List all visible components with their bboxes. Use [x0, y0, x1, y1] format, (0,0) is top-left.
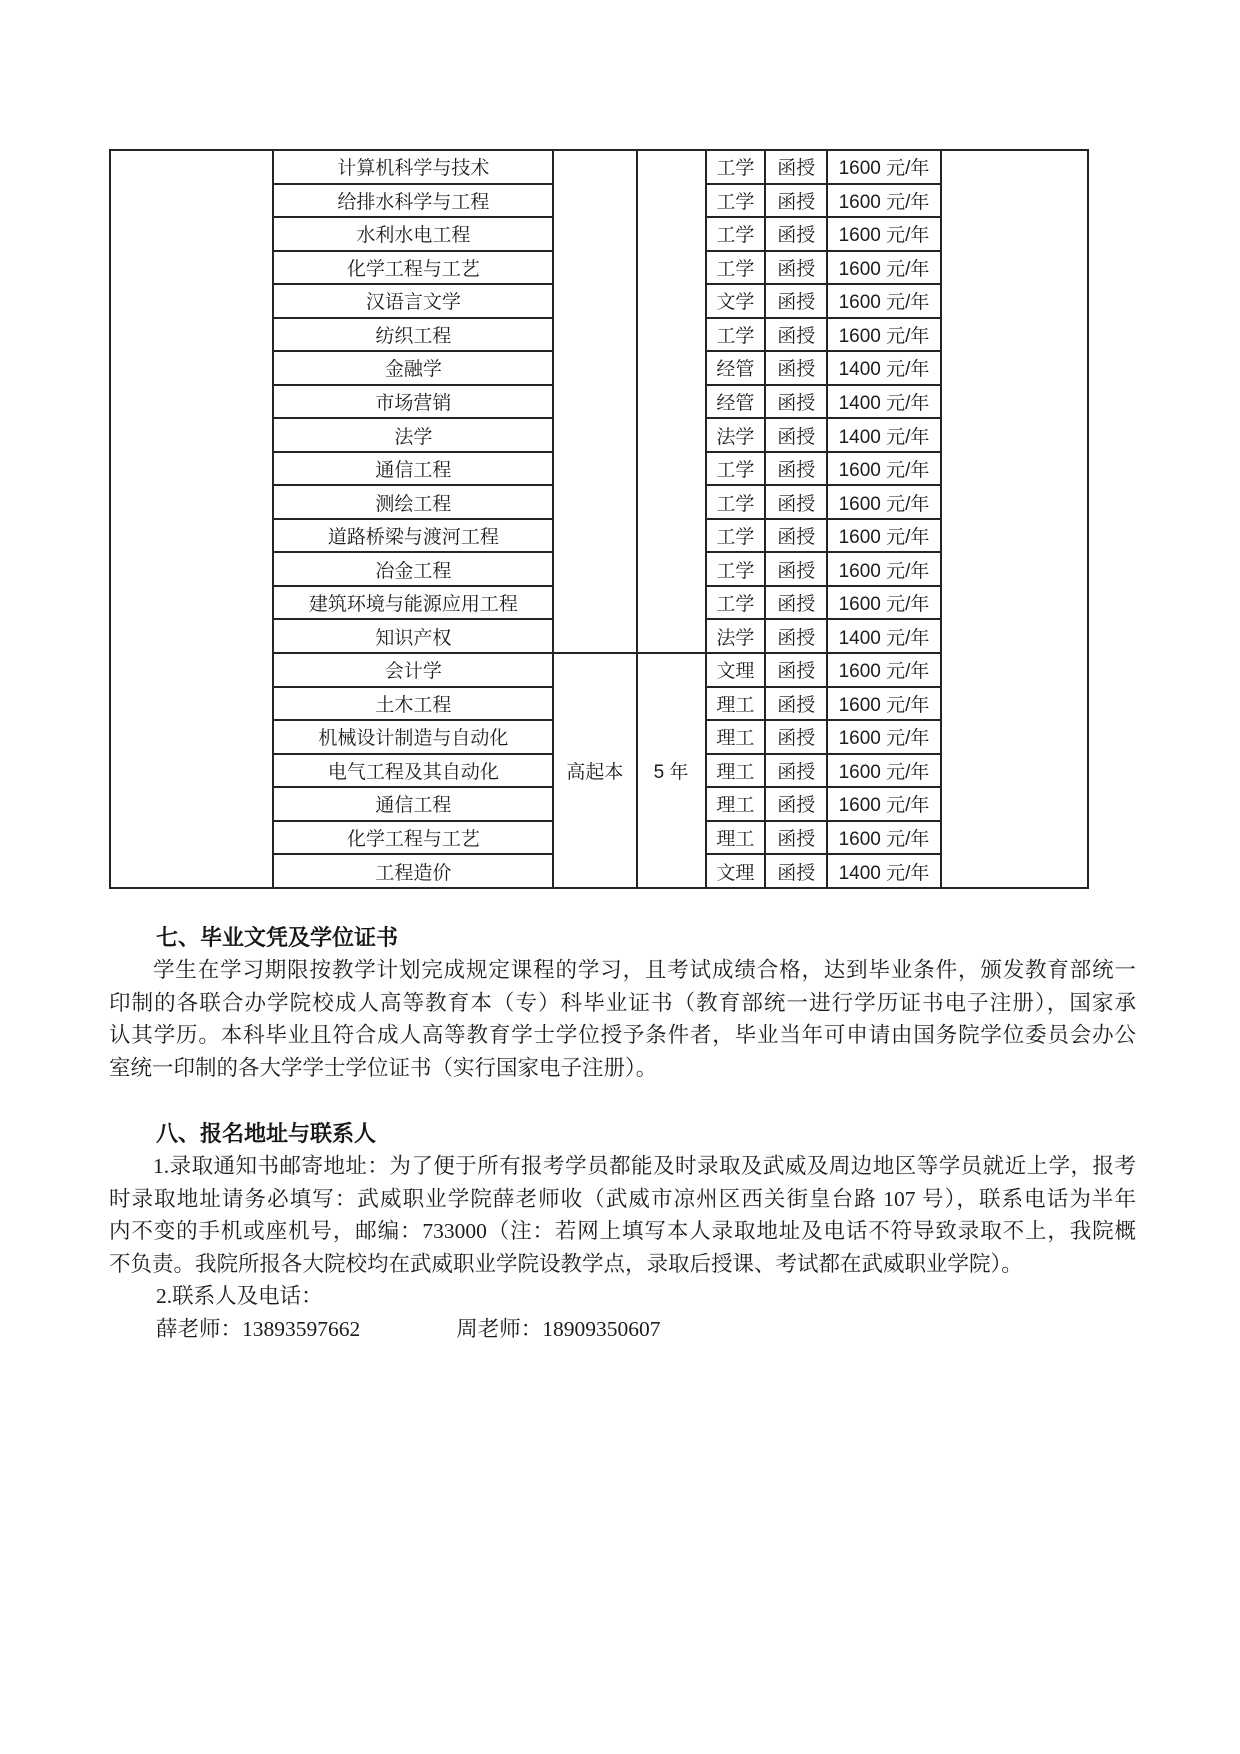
mode-cell: 函授 — [765, 452, 827, 486]
tuition-cell: 1600 元/年 — [827, 318, 941, 352]
category-cell: 文理 — [706, 854, 766, 888]
category-cell: 工学 — [706, 318, 766, 352]
tuition-cell: 1600 元/年 — [827, 184, 941, 218]
tuition-cell: 1400 元/年 — [827, 418, 941, 452]
major-cell: 金融学 — [273, 351, 553, 385]
mode-cell: 函授 — [765, 854, 827, 888]
major-cell: 给排水科学与工程 — [273, 184, 553, 218]
side-cell-right — [941, 150, 1088, 888]
tuition-cell: 1600 元/年 — [827, 284, 941, 318]
major-cell: 计算机科学与技术 — [273, 150, 553, 184]
mode-cell: 函授 — [765, 418, 827, 452]
mode-cell: 函授 — [765, 485, 827, 519]
mode-cell: 函授 — [765, 251, 827, 285]
major-cell: 知识产权 — [273, 619, 553, 653]
category-cell: 工学 — [706, 452, 766, 486]
section-7-heading: 七、毕业文凭及学位证书 — [156, 925, 399, 950]
tuition-cell: 1400 元/年 — [827, 351, 941, 385]
major-cell: 机械设计制造与自动化 — [273, 720, 553, 754]
mode-cell: 函授 — [765, 720, 827, 754]
category-cell: 工学 — [706, 485, 766, 519]
tuition-cell: 1600 元/年 — [827, 687, 941, 721]
contacts-subheading: 2.联系人及电话： — [156, 1284, 323, 1308]
major-cell: 冶金工程 — [273, 552, 553, 586]
major-cell: 会计学 — [273, 653, 553, 687]
major-cell: 化学工程与工艺 — [273, 821, 553, 855]
mode-cell: 函授 — [765, 385, 827, 419]
category-cell: 工学 — [706, 184, 766, 218]
major-cell: 化学工程与工艺 — [273, 251, 553, 285]
mode-cell: 函授 — [765, 821, 827, 855]
mode-cell: 函授 — [765, 586, 827, 620]
paragraph-line: 时录取地址请务必填写：武威职业学院薛老师收（武威市凉州区西关街皇台路 107 号），联系电话为半年 — [109, 1186, 1136, 1211]
category-cell: 文学 — [706, 284, 766, 318]
category-cell: 工学 — [706, 519, 766, 553]
major-cell: 工程造价 — [273, 854, 553, 888]
tuition-cell: 1600 元/年 — [827, 519, 941, 553]
mode-cell: 函授 — [765, 318, 827, 352]
tuition-cell: 1600 元/年 — [827, 150, 941, 184]
tuition-cell: 1400 元/年 — [827, 619, 941, 653]
mode-cell: 函授 — [765, 519, 827, 553]
category-cell: 理工 — [706, 687, 766, 721]
paragraph-line: 室统一印制的各大学学士学位证书（实行国家电子注册）。 — [109, 1055, 658, 1080]
major-cell: 水利水电工程 — [273, 217, 553, 251]
tuition-cell: 1600 元/年 — [827, 754, 941, 788]
level-cell: 高起本 — [553, 653, 636, 888]
category-cell: 法学 — [706, 418, 766, 452]
duration-cell: 5 年 — [637, 653, 706, 888]
mode-cell: 函授 — [765, 619, 827, 653]
major-cell: 市场营销 — [273, 385, 553, 419]
mode-cell: 函授 — [765, 787, 827, 821]
category-cell: 工学 — [706, 217, 766, 251]
major-cell: 道路桥梁与渡河工程 — [273, 519, 553, 553]
mode-cell: 函授 — [765, 184, 827, 218]
document-body — [109, 891, 1136, 1345]
major-cell: 法学 — [273, 418, 553, 452]
major-cell: 通信工程 — [273, 787, 553, 821]
tuition-cell: 1600 元/年 — [827, 485, 941, 519]
paragraph-line: 印制的各联合办学院校成人高等教育本（专）科毕业证书（教育部统一进行学历证书电子注册），国家承 — [109, 990, 1136, 1015]
category-cell: 理工 — [706, 720, 766, 754]
paragraph-line: 认其学历。本科毕业且符合成人高等教育学士学位授予条件者，毕业当年可申请由国务院学位委员会办公 — [109, 1023, 1136, 1047]
major-cell: 汉语言文学 — [273, 284, 553, 318]
paragraph-line: 1.录取通知书邮寄地址：为了便于所有报考学员都能及时录取及武威及周边地区等学员就近上学，报考 — [153, 1154, 1136, 1178]
category-cell: 工学 — [706, 552, 766, 586]
mode-cell: 函授 — [765, 552, 827, 586]
tuition-cell: 1600 元/年 — [827, 217, 941, 251]
tuition-cell: 1600 元/年 — [827, 720, 941, 754]
tuition-cell: 1600 元/年 — [827, 821, 941, 855]
contact-entry: 周老师：18909350607 — [456, 1316, 661, 1341]
tuition-cell: 1600 元/年 — [827, 787, 941, 821]
tuition-cell: 1600 元/年 — [827, 452, 941, 486]
tuition-cell: 1400 元/年 — [827, 385, 941, 419]
category-cell: 理工 — [706, 754, 766, 788]
tuition-cell: 1600 元/年 — [827, 586, 941, 620]
tuition-cell: 1600 元/年 — [827, 251, 941, 285]
major-cell: 通信工程 — [273, 452, 553, 486]
program-tuition-table — [109, 149, 1089, 889]
mode-cell: 函授 — [765, 687, 827, 721]
section-8-paragraph — [109, 1150, 1136, 1280]
major-cell: 建筑环境与能源应用工程 — [273, 586, 553, 620]
paragraph-line: 不负责。我院所报各大院校均在武威职业学院设教学点，录取后授课、考试都在武威职业学院）。 — [109, 1251, 1023, 1276]
contact-entry: 薛老师：13893597662 — [156, 1316, 361, 1341]
category-cell: 经管 — [706, 385, 766, 419]
mode-cell: 函授 — [765, 754, 827, 788]
duration-cell — [637, 150, 706, 653]
category-cell: 经管 — [706, 351, 766, 385]
mode-cell: 函授 — [765, 284, 827, 318]
major-cell: 测绘工程 — [273, 485, 553, 519]
paragraph-line: 内不变的手机或座机号，邮编：733000（注：若网上填写本人录取地址及电话不符导致录取不上，我院概 — [109, 1219, 1136, 1243]
category-cell: 工学 — [706, 251, 766, 285]
mode-cell: 函授 — [765, 217, 827, 251]
mode-cell: 函授 — [765, 150, 827, 184]
category-cell: 理工 — [706, 787, 766, 821]
mode-cell: 函授 — [765, 653, 827, 687]
section-7-paragraph — [109, 954, 1136, 1084]
major-cell: 土木工程 — [273, 687, 553, 721]
major-cell: 纺织工程 — [273, 318, 553, 352]
category-cell: 理工 — [706, 821, 766, 855]
program-table-wrap — [109, 149, 1089, 889]
side-cell-left — [110, 150, 273, 888]
category-cell: 文理 — [706, 653, 766, 687]
major-cell: 电气工程及其自动化 — [273, 754, 553, 788]
tuition-cell: 1400 元/年 — [827, 854, 941, 888]
category-cell: 工学 — [706, 586, 766, 620]
level-cell — [553, 150, 636, 653]
tuition-cell: 1600 元/年 — [827, 653, 941, 687]
contacts-line — [109, 1313, 1136, 1346]
table-row — [110, 150, 1088, 184]
category-cell: 法学 — [706, 619, 766, 653]
section-8-heading: 八、报名地址与联系人 — [156, 1121, 377, 1146]
tuition-cell: 1600 元/年 — [827, 552, 941, 586]
paragraph-line: 学生在学习期限按教学计划完成规定课程的学习，且考试成绩合格，达到毕业条件，颁发教育部统一 — [153, 958, 1136, 982]
mode-cell: 函授 — [765, 351, 827, 385]
category-cell: 工学 — [706, 150, 766, 184]
